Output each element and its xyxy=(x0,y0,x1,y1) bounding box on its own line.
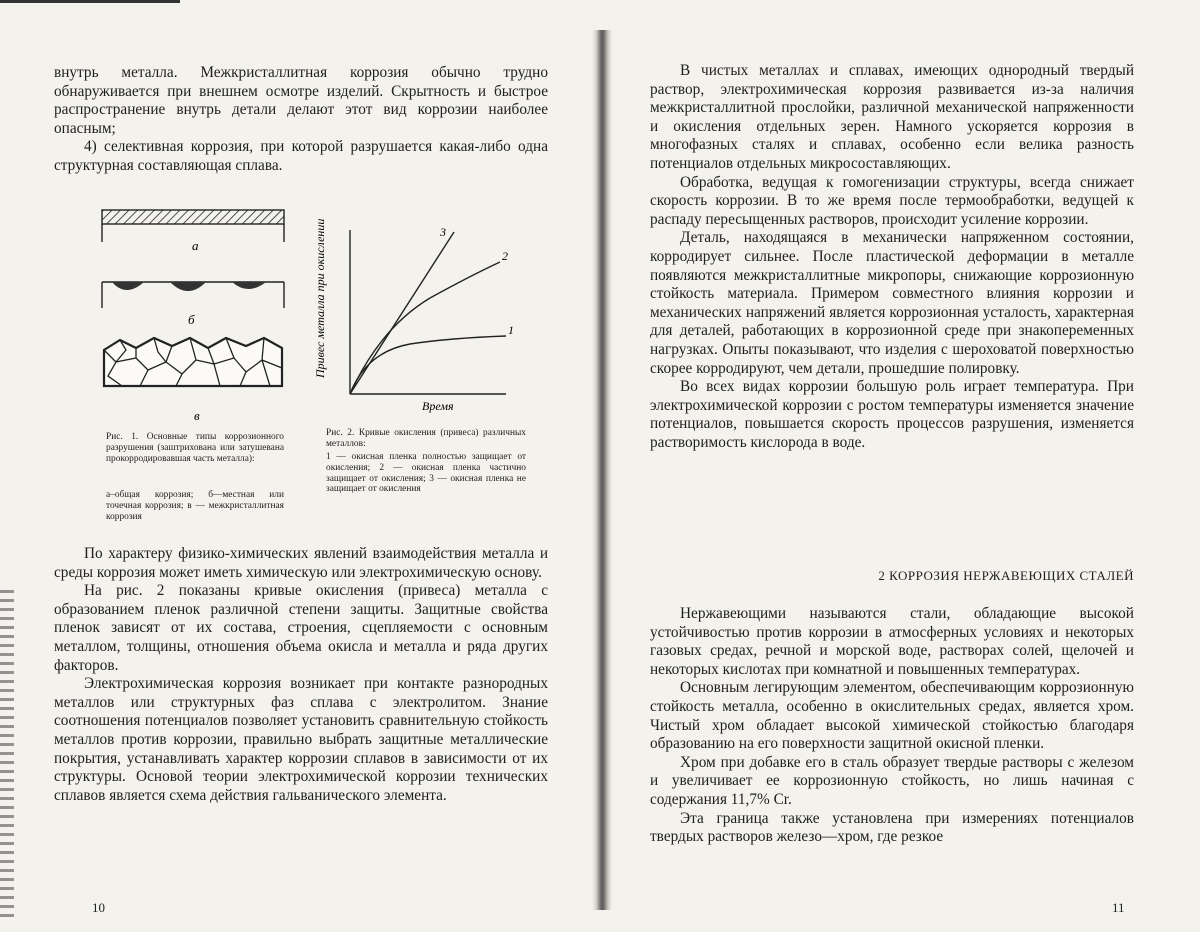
figure-2-y-axis-label: Привес металла при окислении xyxy=(313,218,327,378)
figure-2-caption: Рис. 2. Кривые окисления (привеса) различных металлов: xyxy=(326,428,526,449)
left-page xyxy=(0,0,592,932)
paragraph: Деталь, находящаяся в механически напряженном состоянии, корродирует сильнее. После пластической деформации в металле появляются межкристаллитные микропоры, снижающие коррозионную стойкость материала. Примером совместного влияния коррозии и механических напряжений является коррозионная усталость, характерная для деталей, работающих в коррозионной среде при знакопеременных нагрузках. Опыты показывают, что изделия с шероховатой поверхностью скорее корродируют, чем детали, прошедшие полировку. xyxy=(650,229,1134,377)
page-number-right: 11 xyxy=(1112,900,1125,915)
figure-1-corrosion-types xyxy=(96,200,292,426)
paragraph: В чистых металлах и сплавах, имеющих однородный твердый раствор, электрохимическая коррозия развивается из-за наличия межкристаллитной прослойки, различной механической напряженности и окисления отдельных зерен. Намного ускоряется коррозия в многофазных сталях и сплавах, особенно если велика разность потенциалов отдельных микросоставляющих. xyxy=(650,62,1134,172)
paragraph: По характеру физико-химических явлений взаимодействия металла и среды коррозия может иметь химическую или электрохимическую основу. xyxy=(54,545,548,581)
paragraph: Хром при добавке его в сталь образует твердые растворы с железом и увеличивает ее коррозионную стойкость, но лишь начиная с содержания 11,7% Cr. xyxy=(650,753,1134,808)
figure-1-panel-v xyxy=(104,338,282,386)
section-heading: 2 КОРРОЗИЯ НЕРЖАВЕЮЩИХ СТАЛЕЙ xyxy=(878,568,1134,583)
figure-2-curve-3 xyxy=(350,232,454,394)
paragraph: Основным легирующим элементом, обеспечивающим коррозионную стойкость металла, особенно в окислительных средах, является хром. Чистый хром обладает высокой химической стойкостью благодаря образованию на его поверхности защитной окисной пленки. xyxy=(650,679,1134,753)
right-text-block-2 xyxy=(650,605,1134,847)
left-text-block-1 xyxy=(54,64,548,176)
figure-1-label-a: а xyxy=(192,238,199,253)
figure-2-legend: 1 — окисная пленка полностью защищает от окисления; 2 — окисная пленка частично защищает от окисления; 3 — окисная пленка не защищает от окисления xyxy=(326,452,526,495)
figure-2-curve-label-2: 2 xyxy=(502,249,508,263)
figure-2-curve-2 xyxy=(350,262,500,394)
figure-2-oxidation-curves xyxy=(310,218,530,414)
book-spine xyxy=(592,30,612,910)
left-text-block-2 xyxy=(54,545,548,805)
paragraph: внутрь металла. Межкристаллитная коррозия обычно трудно обнаруживается при внешнем осмотре изделий. Скрытность и быстрое распространение внутрь детали делают этот вид коррозии наиболее опасным; xyxy=(54,64,548,137)
paragraph: Во всех видах коррозии большую роль играет температура. При электрохимической коррозии с ростом температуры изменяется значение потенциалов, повышается скорость процессов разрушения, изменяется растворимость кислорода в воде. xyxy=(650,378,1134,451)
figure-2-x-axis-label: Время xyxy=(422,399,454,413)
figure-1-legend: а–общая коррозия; б—местная или точечная коррозия; в — межкристаллитная коррозия xyxy=(106,490,284,522)
paragraph: На рис. 2 показаны кривые окисления (привеса) металла с образованием пленок различной степени защиты. Защитные свойства пленок зависят от их состава, строения, сцепляемости с основным металлом, толщины, отношения объема окисла и металла и ряда других факторов. xyxy=(54,582,548,674)
figure-1-label-b: б xyxy=(188,312,195,327)
right-text-block-1 xyxy=(650,62,1134,452)
figure-2-curve-label-3: 3 xyxy=(440,225,446,239)
figure-1-label-v: в xyxy=(194,408,200,423)
paragraph: Эта граница также установлена при измерениях потенциалов твердых растворов железо—хром, где резкое xyxy=(650,809,1134,846)
paragraph: Обработка, ведущая к гомогенизации структуры, всегда снижает скорость коррозии. В то же время после термообработки, ведущей к распаду пересыщенных растворов, происходит усиление коррозии. xyxy=(650,173,1134,228)
paragraph: 4) селективная коррозия, при которой разрушается какая-либо одна структурная составляющая сплава. xyxy=(54,138,548,174)
figure-2-curve-1 xyxy=(350,336,506,394)
paragraph: Нержавеющими называются стали, обладающие высокой устойчивостью против коррозии в атмосферных условиях и некоторых газовых средах, речной и морской воде, растворах солей, щелочей и некоторых кислотах при комнатной и повышенных температурах. xyxy=(650,605,1134,678)
figure-2-curve-label-1: 1 xyxy=(508,323,514,337)
figure-1-panel-b xyxy=(102,282,284,308)
paragraph: Электрохимическая коррозия возникает при контакте разнородных металлов или структурных фаз сплава с электролитом. Знание соотношения потенциалов позволяет установить сравнительную стойкость металлов против коррозии, правильно выбрать защитные металлические покрытия, устанавливать характер коррозии сплавов в зависимости от их структуры. Основой теории электрохимической коррозии технических сплавов является схема действия гальванического элемента. xyxy=(54,675,548,804)
page-number-left: 10 xyxy=(92,900,105,915)
figure-1-caption: Рис. 1. Основные типы коррозионного разрушения (заштрихована или затушевана прокорродировавшая часть металла): xyxy=(106,432,284,464)
